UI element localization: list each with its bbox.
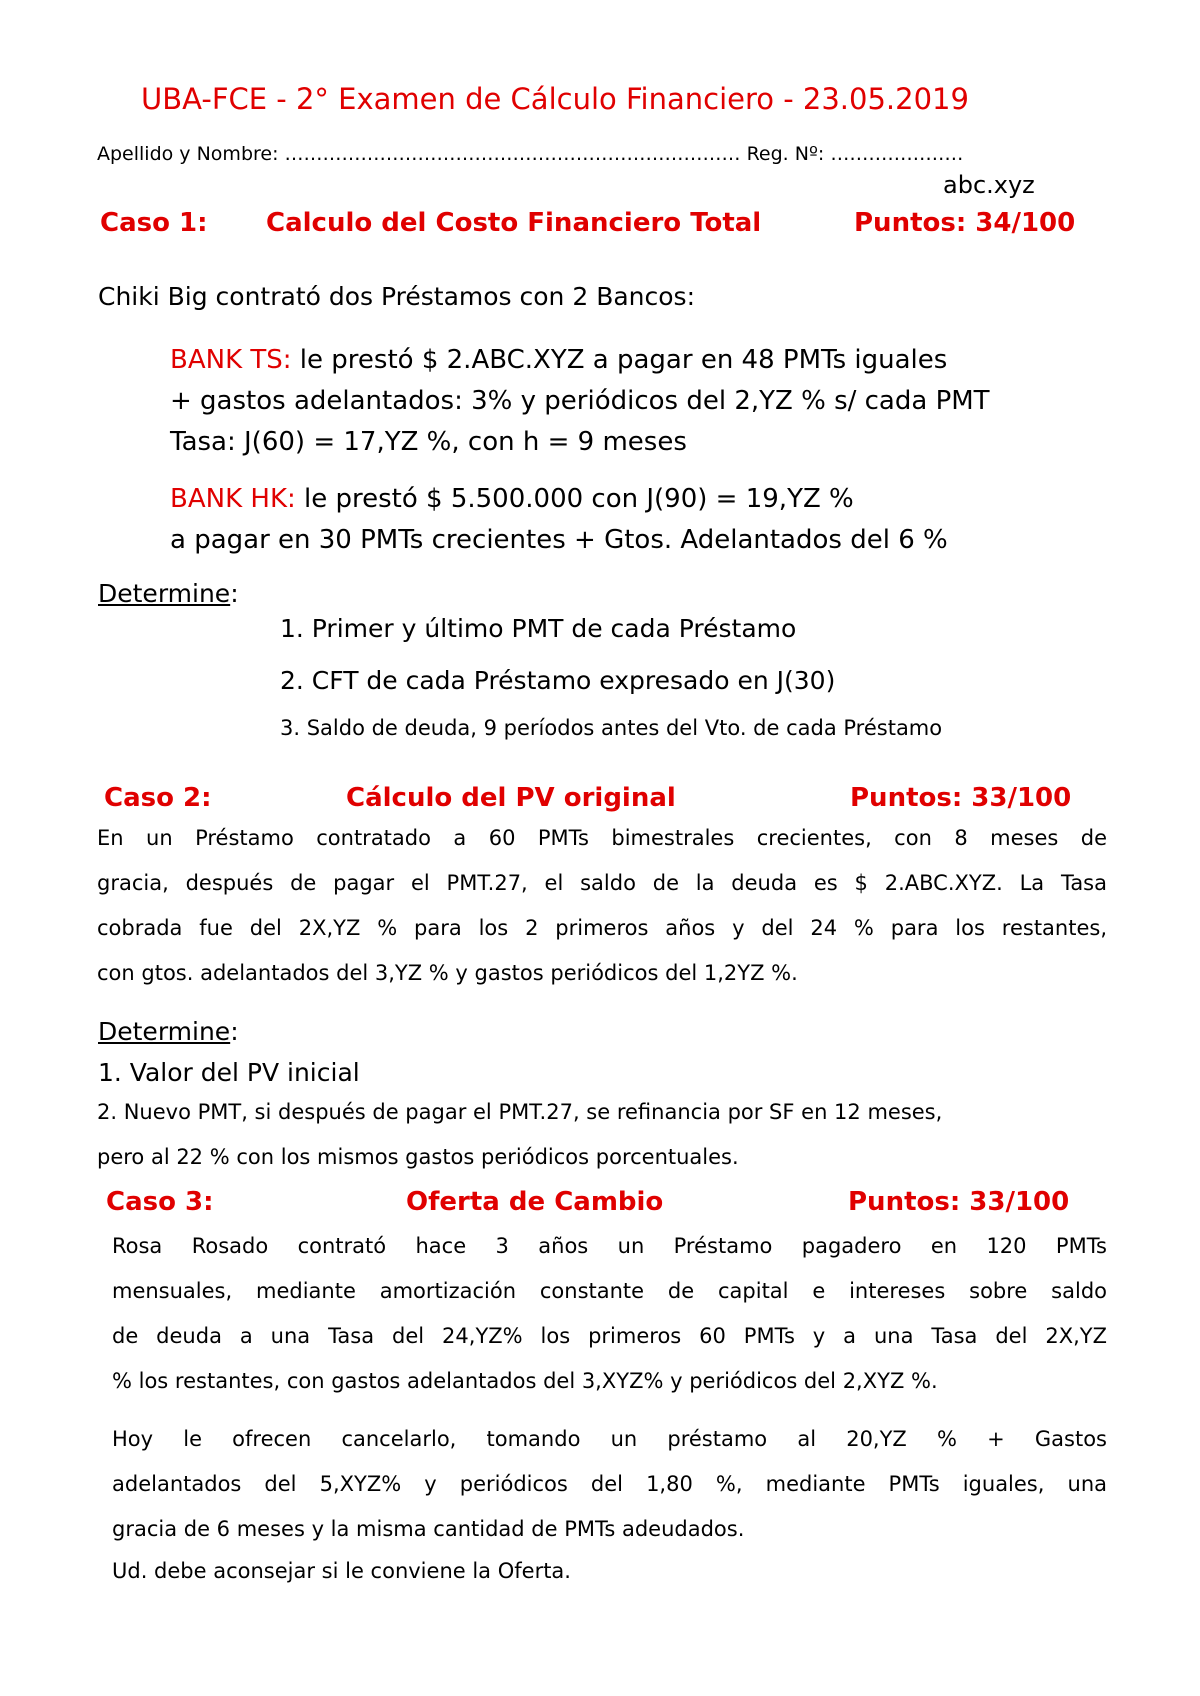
caso3-para2-line-1: Hoy le ofrecen cancelarlo, tomando un préstamo al 20,YZ % + Gastos: [112, 1427, 1107, 1451]
caso3-title: Oferta de Cambio: [406, 1187, 664, 1217]
caso1-item-3: 3. Saldo de deuda, 9 períodos antes del Vto. de cada Préstamo: [280, 716, 943, 740]
caso3-points: Puntos: 33/100: [848, 1187, 1070, 1217]
caso1-determine: [98, 579, 239, 608]
caso3-para1-line-1: Rosa Rosado contrató hace 3 años un Préstamo pagadero en 120 PMTs: [112, 1234, 1107, 1258]
caso2-para-line-2: gracia, después de pagar el PMT.27, el saldo de la deuda es $ 2.ABC.XYZ. La Tasa: [97, 871, 1107, 895]
caso2-label: Caso 2:: [104, 783, 212, 813]
caso1-intro: Chiki Big contrató dos Préstamos con 2 Bancos:: [98, 282, 695, 311]
bank-hk-line2: a pagar en 30 PMTs crecientes + Gtos. Adelantados del 6 %: [170, 525, 948, 555]
bank-ts-line1: [170, 345, 947, 375]
determine-colon: :: [230, 1017, 239, 1046]
caso1-label: Caso 1:: [100, 208, 208, 238]
exam-code: abc.xyz: [943, 171, 1035, 199]
bank-hk-text: le prestó $ 5.500.000 con J(90) = 19,YZ %: [295, 484, 854, 514]
caso1-title: Calculo del Costo Financiero Total: [266, 208, 762, 238]
caso1-item-2: 2. CFT de cada Préstamo expresado en J(30): [280, 666, 836, 695]
bank-ts-line3: Tasa: J(60) = 17,YZ %, con h = 9 meses: [170, 427, 687, 457]
determine-label: Determine: [98, 579, 231, 608]
bank-ts-line2: + gastos adelantados: 3% y periódicos del 2,YZ % s/ cada PMT: [170, 386, 990, 416]
caso2-determine: [98, 1017, 239, 1046]
caso3-para1-line-2: mensuales, mediante amortización constante de capital e intereses sobre saldo: [112, 1279, 1107, 1303]
caso3-conclusion: Ud. debe aconsejar si le conviene la Oferta.: [112, 1559, 571, 1583]
caso2-title: Cálculo del PV original: [346, 783, 676, 813]
caso2-item-2-line-2: pero al 22 % con los mismos gastos periódicos porcentuales.: [97, 1145, 739, 1169]
caso3-para1-line-4: % los restantes, con gastos adelantados del 3,XYZ% y periódicos del 2,XYZ %.: [112, 1369, 938, 1393]
caso2-item-2-line-1: 2. Nuevo PMT, si después de pagar el PMT.27, se refinancia por SF en 12 meses,: [97, 1100, 943, 1124]
caso3-para2-line-3: gracia de 6 meses y la misma cantidad de PMTs adeudados.: [112, 1517, 745, 1541]
caso1-points: Puntos: 34/100: [854, 208, 1076, 238]
caso1-item-1: 1. Primer y último PMT de cada Préstamo: [280, 614, 797, 643]
caso2-para-line-4: con gtos. adelantados del 3,YZ % y gastos periódicos del 1,2YZ %.: [97, 961, 798, 985]
bank-ts-text: le prestó $ 2.ABC.XYZ a pagar en 48 PMTs iguales: [291, 345, 948, 375]
determine-label: Determine: [98, 1017, 231, 1046]
caso2-para-line-3: cobrada fue del 2X,YZ % para los 2 primeros años y del 24 % para los restantes,: [97, 916, 1107, 940]
student-name-line: Apellido y Nombre: ……………………………………………………………… Reg. Nº: …………………: [97, 143, 964, 165]
exam-title: UBA-FCE - 2° Examen de Cálculo Financiero - 23.05.2019: [141, 82, 969, 116]
caso2-points: Puntos: 33/100: [850, 783, 1072, 813]
bank-hk-label: BANK HK:: [170, 484, 296, 514]
caso3-para2-line-2: adelantados del 5,XYZ% y periódicos del 1,80 %, mediante PMTs iguales, una: [112, 1472, 1107, 1496]
determine-colon: :: [230, 579, 239, 608]
caso3-para1-line-3: de deuda a una Tasa del 24,YZ% los primeros 60 PMTs y a una Tasa del 2X,YZ: [112, 1324, 1107, 1348]
caso2-item-1: 1. Valor del PV inicial: [98, 1058, 360, 1087]
bank-hk-line1: [170, 484, 854, 514]
caso3-label: Caso 3:: [106, 1187, 214, 1217]
bank-ts-label: BANK TS:: [170, 345, 292, 375]
caso2-para-line-1: En un Préstamo contratado a 60 PMTs bimestrales crecientes, con 8 meses de: [97, 826, 1107, 850]
